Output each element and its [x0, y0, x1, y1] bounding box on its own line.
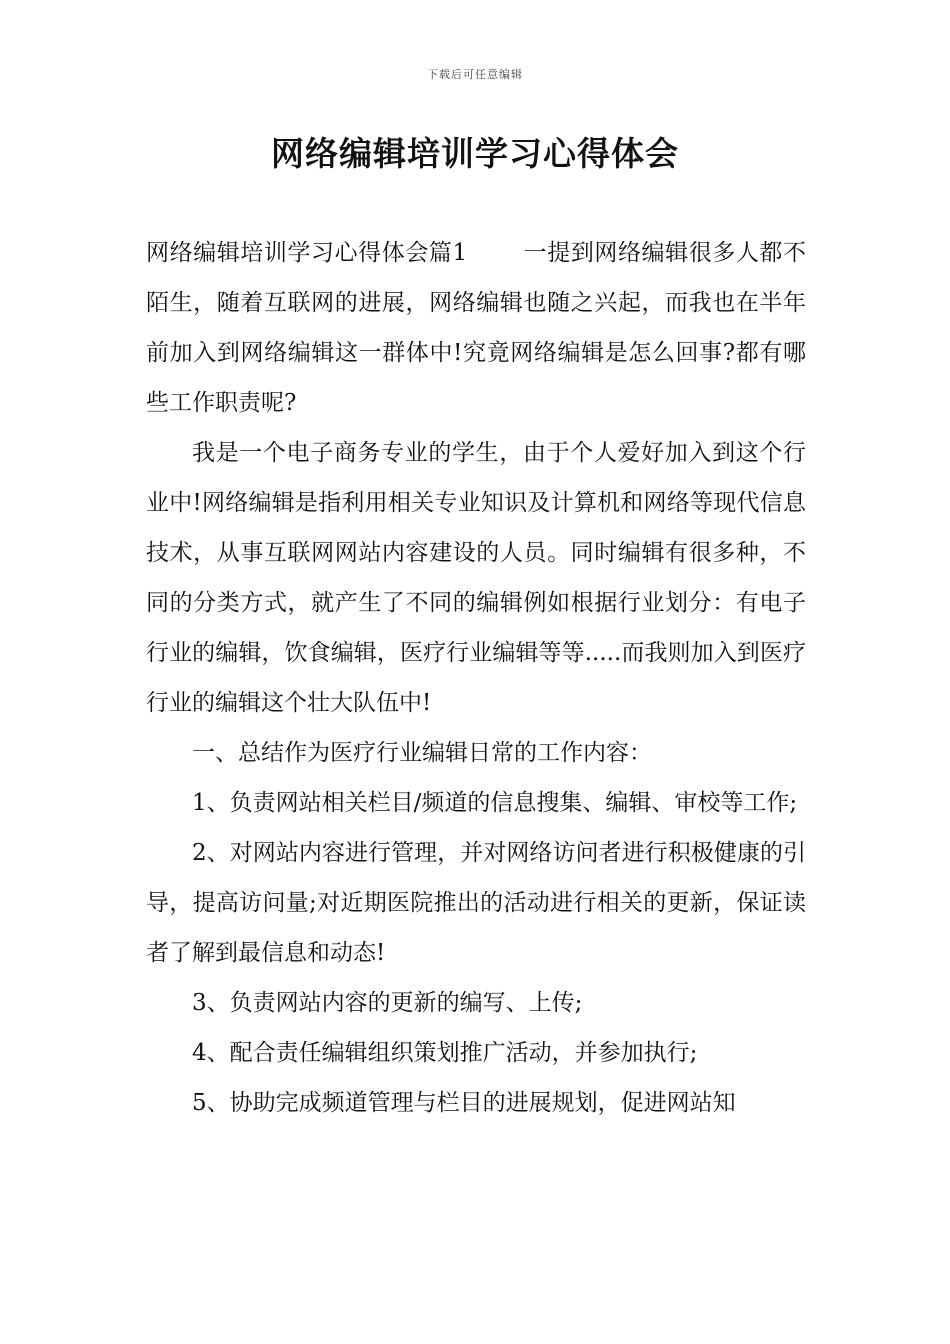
document-body — [146, 228, 806, 1128]
paragraph-duty-1: 1、负责网站相关栏目/频道的信息搜集、编辑、审校等工作; — [192, 790, 798, 816]
section-heading: 网络编辑培训学习心得体会篇1 — [146, 240, 468, 266]
document-title: 网络编辑培训学习心得体会 — [271, 134, 679, 173]
paragraph-background: 我是一个电子商务专业的学生，由于个人爱好加入到这个行业中!网络编辑是指利用相关专业知识及计算机和网络等现代信息技术，从事互联网网站内容建设的人员。同时编辑有很多种，不同的分类方式，就产生了不同的编辑例如根据行业划分：有电子行业的编辑，饮食编辑，医疗行业编辑等等.....而我则加入到医疗行业的编辑这个壮大队伍中! — [146, 440, 806, 716]
paragraph-duty-2: 2、对网站内容进行管理，并对网络访问者进行积极健康的引导，提高访问量;对近期医院推出的活动进行相关的更新，保证读者了解到最信息和动态! — [146, 840, 806, 966]
paragraph-summary-heading: 一、总结作为医疗行业编辑日常的工作内容： — [192, 740, 652, 766]
header-note: 下载后可任意编辑 — [427, 68, 523, 81]
paragraph-duty-4: 4、配合责任编辑组织策划推广活动，并参加执行; — [192, 1040, 698, 1066]
paragraph-duty-3: 3、负责网站内容的更新的编写、上传; — [192, 990, 583, 1016]
paragraph-intro — [146, 228, 806, 428]
paragraph-intro-text: 一提到网络编辑很多人都不陌生，随着互联网的进展，网络编辑也随之兴起，而我也在半年前加入到网络编辑这一群体中!究竟网络编辑是怎么回事?都有哪些工作职责呢? — [146, 240, 807, 416]
paragraph-duty-5: 5、协助完成频道管理与栏目的进展规划，促进网站知 — [192, 1090, 736, 1116]
